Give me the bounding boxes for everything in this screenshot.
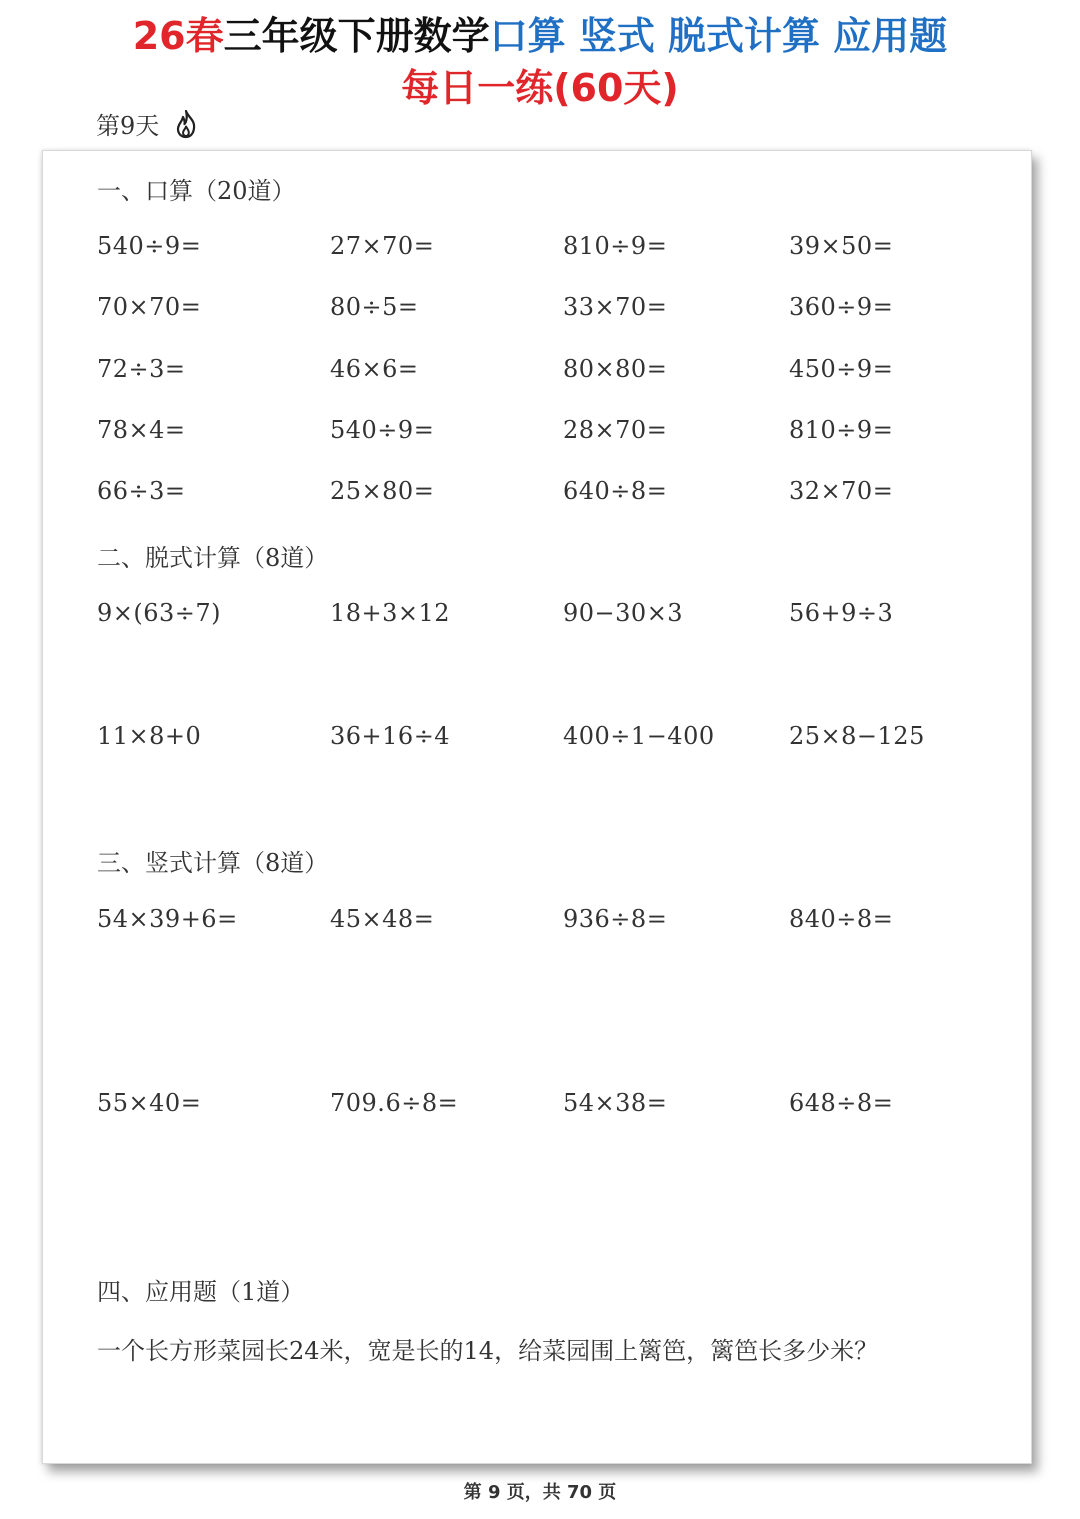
problem-cell: 33×70=	[563, 293, 668, 321]
problem-cell: 54×39+6=	[97, 905, 238, 933]
problem-cell: 36+16÷4	[330, 722, 451, 750]
problem-cell: 9×(63÷7)	[97, 599, 222, 627]
problem-cell: 18+3×12	[330, 599, 451, 627]
title-part-red: 26春	[132, 14, 224, 58]
problem-cell: 32×70=	[789, 477, 894, 505]
problem-cell: 640÷8=	[563, 477, 668, 505]
table-row	[97, 477, 997, 507]
problem-cell: 27×70=	[330, 232, 435, 260]
problem-cell: 80÷5=	[330, 293, 419, 321]
day-label	[96, 106, 199, 141]
problem-cell: 66÷3=	[97, 477, 186, 505]
table-row	[97, 232, 997, 262]
problem-cell: 810÷9=	[789, 416, 894, 444]
document-subtitle: 每日一练(60天)	[401, 66, 679, 110]
table-row	[97, 905, 997, 935]
problem-cell: 72÷3=	[97, 355, 186, 383]
problem-cell: 80×80=	[563, 355, 668, 383]
problem-cell: 54×38=	[563, 1089, 668, 1117]
problem-cell: 25×8−125	[789, 722, 925, 750]
problem-cell: 11×8+0	[97, 722, 202, 750]
problem-cell: 540÷9=	[97, 232, 202, 260]
section-title-stepwise: 二、脱式计算（8道）	[97, 544, 329, 572]
problem-cell: 400÷1−400	[563, 722, 715, 750]
day-label-text: 第9天	[96, 112, 160, 140]
worksheet-page	[42, 150, 1032, 1464]
problem-cell: 28×70=	[563, 416, 668, 444]
title-part-black: 三年级下册数学	[223, 14, 490, 58]
problem-cell: 540÷9=	[330, 416, 435, 444]
section-title-vertical: 三、竖式计算（8道）	[97, 849, 329, 877]
problem-cell: 936÷8=	[563, 905, 668, 933]
section-title-oral: 一、口算（20道）	[97, 177, 296, 205]
problem-cell: 45×48=	[330, 905, 435, 933]
problem-cell: 55×40=	[97, 1089, 202, 1117]
problem-cell: 39×50=	[789, 232, 894, 260]
word-problem-text: 一个长方形菜园长24米，宽是长的14，给菜园围上篱笆，篱笆长多少米？	[97, 1337, 879, 1365]
section-title-word: 四、应用题（1道）	[97, 1278, 305, 1306]
table-row	[97, 416, 997, 446]
problem-cell: 56+9÷3	[789, 599, 894, 627]
problem-cell: 78×4=	[97, 416, 186, 444]
document-title	[0, 10, 1080, 62]
table-row	[97, 722, 997, 752]
problem-cell: 46×6=	[330, 355, 419, 383]
problem-cell: 709.6÷8=	[330, 1089, 459, 1117]
problem-cell: 810÷9=	[563, 232, 668, 260]
problem-cell: 840÷8=	[789, 905, 894, 933]
table-row	[97, 293, 997, 323]
problem-cell: 25×80=	[330, 477, 435, 505]
problem-cell: 360÷9=	[789, 293, 894, 321]
title-part-blue: 口算 竖式 脱式计算 应用题	[489, 14, 948, 58]
document-header	[0, 10, 1080, 114]
problem-cell: 648÷8=	[789, 1089, 894, 1117]
problem-cell: 450÷9=	[789, 355, 894, 383]
problem-cell: 70×70=	[97, 293, 202, 321]
fire-icon	[173, 109, 199, 139]
table-row	[97, 1089, 997, 1119]
page-footer: 第 9 页，共 70 页	[463, 1482, 617, 1503]
table-row	[97, 599, 997, 629]
table-row	[97, 355, 997, 385]
problem-cell: 90−30×3	[563, 599, 684, 627]
